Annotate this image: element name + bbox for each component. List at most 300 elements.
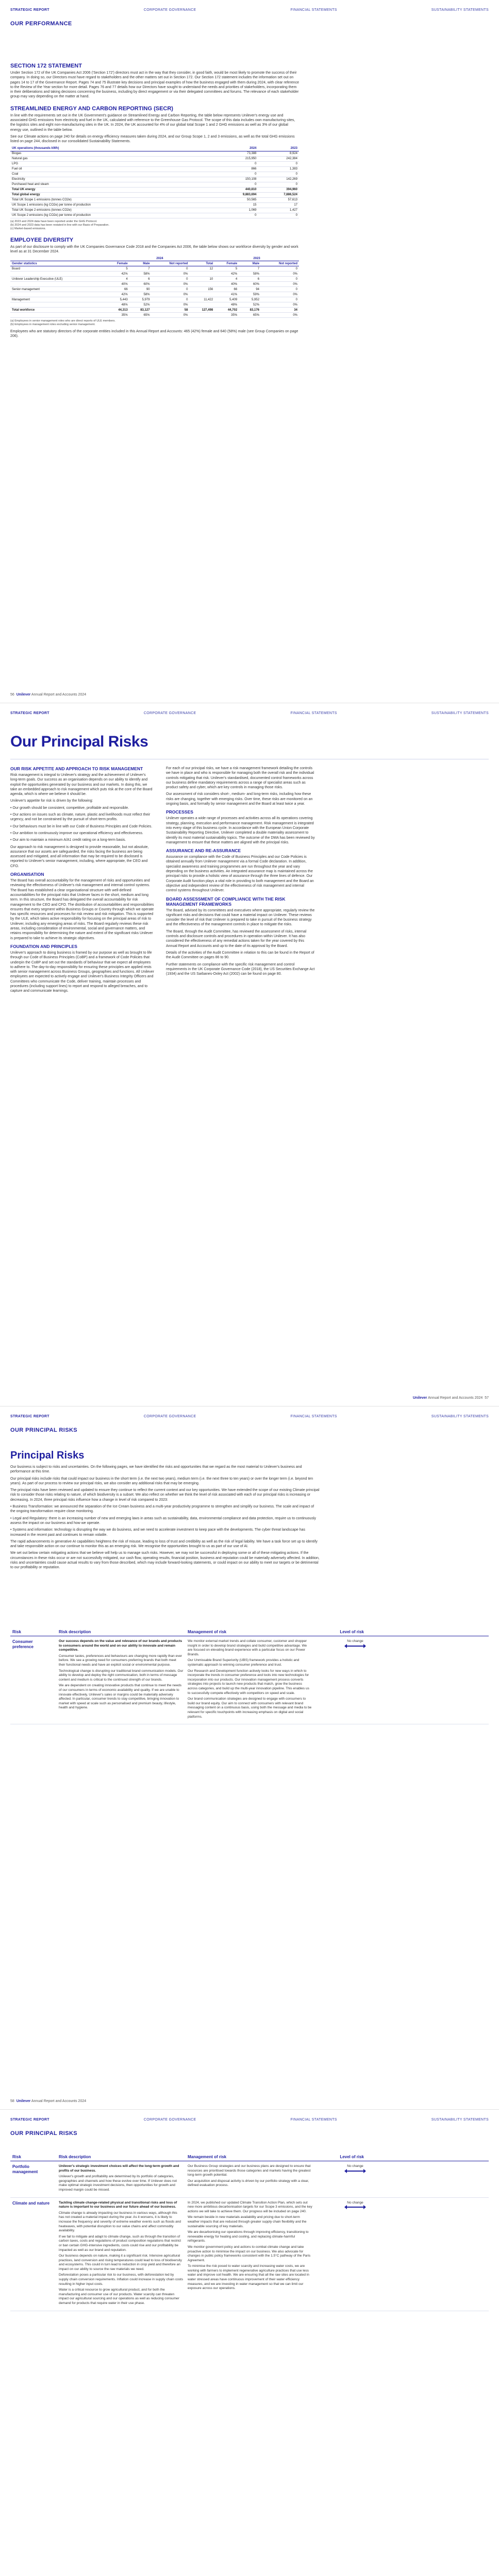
table-cell: 8,924 [258, 151, 299, 156]
paragraph: We are dependent on creating innovative products that continue to meet the needs of our consumers in terms of economic availability and quality. If we are unable to innovate effectively, Unilever's sales or margins could be materially adversely affected. In particular, consumer trends to stay competitive, bringing innovation to market with speed at scale such as personalised and premium beauty, lifestyle, health and hygiene. [59, 1684, 182, 1710]
table-cell: 0 [152, 266, 190, 272]
risk-lead: Our success depends on the value and relevance of our brands and products to consumers around the world and on our ability to innovate and remain competitive. [59, 1639, 182, 1652]
table-cell: Board [10, 266, 105, 272]
footnote: (b) Employees in management roles excluding senior management. [10, 323, 95, 327]
risk-column-header: Risk [10, 1628, 57, 1636]
paragraph: Our Business Group strategies and our business plans are designed to ensure that resources are prioritised towards those categories and markets having the greatest long-term growth potential. [188, 2164, 311, 2177]
table-cell: 0% [261, 282, 299, 287]
paragraph: The Board, through the Audit Committee, has reviewed the assessment of risks, internal controls and disclosure controls and procedures in operation within Unilever. It has also considered the effectiveness of any remedial actions taken for the year covered by this Annual Report and Accounts and up to the date of its approval by the Board. [166, 929, 307, 948]
table-row [10, 161, 299, 166]
paragraph: • Our aim to maintain a minimum A/A1 credit rating on a long-term basis. [10, 838, 126, 842]
risk-appetite-paragraphs [10, 773, 155, 869]
table-row [10, 282, 299, 287]
table-cell: Coal [10, 172, 210, 177]
table-cell: 150,108 [217, 177, 258, 182]
paragraph: To minimise the risk posed to water scarcity and increasing water costs, we are working with farmers to implement regenerative agriculture practices that use less water and improve soil health. We are ensuring that all the raw sites are located in water stressed areas have continuous improvement of their water efficiency measures, and we are investing in water management so that we can limit our exposure across our operations. [188, 2264, 309, 2291]
ghg-energy-table [10, 146, 299, 218]
table-cell: 15 [217, 202, 258, 208]
page-4 [0, 2110, 499, 2576]
table-cell: 44,313 [105, 308, 129, 313]
table-cell [189, 272, 214, 277]
page-footer [10, 693, 489, 697]
management-of-risk-header: Management of risk [186, 2153, 314, 2161]
table-cell: 0 [217, 161, 258, 166]
table-cell [210, 208, 218, 213]
risk-description [57, 1636, 186, 1724]
table-cell: Total UK Scope 2 emissions (tonnes CO2e) [10, 208, 210, 213]
table-cell: 4 [214, 277, 239, 282]
table-cell: 52% [129, 302, 152, 308]
table-cell: LPG [10, 161, 210, 166]
table-cell: Total UK Scope 1 emissions (tonnes CO2e) [10, 197, 210, 202]
table-cell: 0% [261, 292, 299, 297]
paragraph: Our Research and Development function actively looks for new ways in which to incorporate the trends in consumer preference and tools into new technologies for incorporation into our products. Our innovation management process converts strategies into projects to launch new products that match, grow the business across categories, and build up the multi-year innovation pipeline. This enables us to successfully compete effectively with competitors on speed and scale. [188, 1669, 309, 1695]
table-cell: 0% [152, 282, 190, 287]
table-row [10, 151, 299, 156]
table-cell: 0 [258, 161, 299, 166]
table-cell: Total UK energy [10, 187, 210, 192]
year-2024-header: 2024 [105, 256, 214, 261]
table-cell: 59% [239, 292, 261, 297]
table-cell [210, 202, 218, 208]
table-cell: 5 [105, 266, 129, 272]
paragraph: Our acquisition and disposal activity is driven by our portfolio strategy with a clear, defined evaluation process. [188, 2179, 309, 2188]
table-row [10, 1636, 489, 1724]
table-cell: 57,613 [258, 197, 299, 202]
page-number: 57 [485, 1396, 489, 1400]
table-cell [366, 2197, 489, 2311]
paragraph: If we fail to mitigate and adapt to climate change, such as through the transition of carbon taxes, costs and regulations of product composition regulations that restrict or ban certain GHG-intensive ingredients, costs could rise and our profitability be impacted as well as our brand and reputation. [59, 2234, 181, 2252]
table-cell [210, 166, 218, 172]
table-cell: 1,383 [258, 166, 299, 172]
table-row [10, 297, 299, 302]
risk-description-header: Risk description [57, 2153, 186, 2161]
table-row [10, 166, 299, 172]
table-row [10, 313, 299, 318]
table-cell: 42% [105, 292, 129, 297]
paragraph: • Our growth should be consistent, competitive, profitable and responsible. [10, 806, 129, 810]
table-cell: 5,979 [129, 297, 152, 302]
table-cell [10, 272, 105, 277]
table-cell: 58% [129, 272, 152, 277]
paragraph: For each of our principal risks, we have a risk management framework detailing the controls we have in place and who is responsible for managing both the overall risk and the individual controls mitigating that risk. Unilever's standardised, documented control frameworks across our business define mandatory requirements across a range of specialist areas such as product safety and cyber, which are key controls in managing those risks. [166, 767, 314, 790]
page-1 [0, 0, 499, 703]
table-cell: Natural gas [10, 156, 210, 161]
risk-management [186, 2161, 314, 2198]
table-cell: 6 [239, 277, 261, 282]
table-cell [10, 282, 105, 287]
risk-column-left [10, 763, 155, 996]
double-arrow-icon [346, 2207, 364, 2211]
paragraph: We are decarbonising our operations through improving efficiency, transitioning to renewable energy for heating and cooling, and replacing climate-harmful refrigerants. [188, 2230, 309, 2243]
nav-strategic-report[interactable]: STRATEGIC REPORT [10, 8, 49, 12]
footnote: (b) 2024 and 2023 data has been restated in line with our Basis of Preparation. [10, 223, 110, 227]
paragraph: Water is a critical resource to grow agricultural product, and for both the manufacturing and consumer use of our products. Water scarcity can threaten impact our agricultural sourcing and our operations as well as reducing consumer demand for products that require water in their use phase. [59, 2288, 179, 2306]
risk-framework-paragraphs [166, 766, 315, 806]
table-cell: 42% [214, 272, 239, 277]
table-cell: 52% [239, 302, 261, 308]
nav-financial-statements[interactable]: FINANCIAL STATEMENTS [290, 8, 337, 12]
diversity-header-cell: Not reported [152, 261, 190, 266]
table-cell: 0 [152, 277, 190, 282]
risk-appetite-heading: OUR RISK APPETITE AND APPROACH TO RISK MANAGEMENT [10, 766, 143, 771]
risk-name: Climate and nature [10, 2197, 57, 2311]
table-row [10, 2197, 489, 2311]
nav-financial-statements[interactable]: FINANCIAL STATEMENTS [290, 2118, 337, 2122]
table-cell [210, 187, 218, 192]
employee-diversity-heading: EMPLOYEE DIVERSITY [10, 236, 74, 243]
table-cell: 142,269 [258, 177, 299, 182]
organisation-paragraph: The Board has overall accountability for the management of risks and opportunities and reviewing the effectiveness of Unilever's risk management and internal control systems. The Board has established a clear organisational structure with well-defined accountabilities for the principal risks that Unilever faces in the short, medium and long term. In this structure, the Board has delegated the overall accountability for risk management to the CEO and CFO. The distribution of accountabilities and responsibilities ensures that every segment within Business Groups or Country through which we operate has specific resources and processes for risk review and risk mitigation. This is supported by the ULE, which takes active responsibility for focusing on the principal areas of risk to Unilever, including any emerging areas of risks. The Board regularly reviews these risk areas, including consideration of environmental, social and governance matters, and retains responsibility for determining the nature and extent of the significant risks Unilever is prepared to take to achieve its strategic objectives. [10, 879, 154, 940]
table-cell: 0 [152, 297, 190, 302]
page-2 [0, 703, 499, 1406]
paragraph: Details of the activities of the Audit Committee in relation to this can be found in the Report of the Audit Committee on pages 86 to 90. [166, 951, 314, 960]
table-cell: 40% [214, 282, 239, 287]
table-row [10, 266, 299, 272]
paragraph: • Our behaviours must be in line with our Code of Business Principles and Code Policies. [10, 824, 153, 828]
nav-strategic-report[interactable]: STRATEGIC REPORT [10, 2118, 49, 2122]
table-cell [189, 313, 214, 318]
table-cell: Management [10, 297, 105, 302]
diversity-notes [10, 319, 299, 327]
table-cell: 0 [261, 277, 299, 282]
table-cell: 0 [258, 213, 299, 218]
table-cell [366, 2161, 489, 2198]
table-cell: UK Scope 2 emissions (kg CO2e) per tonne of production [10, 213, 210, 218]
ghg-header-cell: 2023 [258, 146, 299, 151]
section-label: OUR PRINCIPAL RISKS [10, 1427, 78, 1433]
risk-table-wrapper [10, 2153, 489, 2311]
table-cell: 5,443 [105, 297, 129, 302]
risk-description-paragraphs [59, 1654, 184, 1710]
intro-paragraphs [10, 1465, 320, 1570]
table-cell: 215,950 [217, 156, 258, 161]
footer-brand: Unilever [16, 693, 31, 697]
table-row [10, 182, 299, 187]
table-row [10, 308, 299, 313]
table-row [10, 287, 299, 292]
table-row [10, 277, 299, 282]
diversity-header-cell: Male [129, 261, 152, 266]
secr-paragraph-1: In line with the requirements set out in the UK Government's guidance on Streamlined Energy and Carbon Reporting, the table below represents Unilever's energy use and associated GHG emissions from electricity and fuel in the UK, calculated with reference to the Greenhouse Gas Protocol. The scope of this data includes own manufacturing sites, the logistics sites and eight non-manufacturing sites in the UK. In 2024, the UK accounted for 4% of our global total Scope 1 and 2 GHG emissions as well as 3% of our global energy use, outlined in the table below. [10, 113, 295, 132]
table-cell: 5 [214, 266, 239, 272]
table-row [10, 2161, 489, 2198]
footnote: (a) 2023 and 2024 data have been reported under the GHG Protocol. [10, 219, 97, 223]
principal-risks-intro [10, 1450, 320, 1572]
table-cell: 0% [152, 272, 190, 277]
table-cell: Biogas [10, 151, 210, 156]
paragraph: Our Unmissable Brand Superiority (UBS) framework provides a holistic and systematic approach to winning consumer preference and trust. [188, 1658, 300, 1667]
risk-table [10, 1628, 489, 1724]
paragraph: We set out below certain mitigating actions that we believe will help us to manage such risks. However, we may not be successful in deploying some or all of these mitigating actions. If the circumstances in these risks occur or are not successfully mitigated, our cash flow, operating results, financial position, business and reputation could be materially adversely affected. In addition, risks and uncertainties could cause actual results to vary from those described, which may include forward-looking statements, or could impact on our ability to meet our targets or be detrimental to our profitability or reputation. [10, 1551, 320, 1570]
table-cell [10, 313, 105, 318]
double-arrow-icon [346, 2171, 364, 2175]
nav-corporate-governance[interactable]: CORPORATE GOVERNANCE [143, 1415, 196, 1418]
paragraph: The Board, advised by its committees and executives where appropriate, regularly review the significant risks and decisions that could have a material impact on Unilever. These reviews consider the level of risk that Unilever is prepared to take in pursuit of the business strategy and the effectiveness of the management controls in place to mitigate the risks. [166, 908, 315, 927]
table-cell [210, 151, 218, 156]
paragraph: Unilever's growth and profitability are determined by its portfolio of categories, geographies and channels and how these evolve over time. If Unilever does not make optimal strategic investment decisions, then opportunities for growth and improved margin could be missed. [59, 2175, 177, 2192]
paragraph: The rapid advancements in generative AI capabilities heightens the risk of misuse, leading to loss of trust and credibility as well as the risk of legal liability. We have a task force set up to identify and take responsible action on our continue to monitor this as an emerging risk. We recognise the opportunities brought to us as part of our use of AI. [10, 1539, 318, 1549]
table-cell: 156 [189, 287, 214, 292]
table-cell: 5,952 [239, 297, 261, 302]
paragraph: We monitor government policy and actions to combat climate change and take proactive action to minimise the impact on our business. We also advocate for changes in public policy frameworks consistent with the 1.5°C pathway of the Paris Agreement. [188, 2245, 311, 2262]
double-arrow-icon [346, 1646, 364, 1650]
table-cell [189, 292, 214, 297]
diversity-header-cell: Gender statistics [10, 261, 105, 266]
diversity-header-cell: Female [105, 261, 129, 266]
table-cell: 65% [239, 313, 261, 318]
table-cell: 440,810 [217, 187, 258, 192]
table-cell: 48% [214, 302, 239, 308]
table-cell: Unilever Leadership Executive (ULE) [10, 277, 105, 282]
footer-brand: Unilever [16, 2099, 31, 2103]
statutory-directors-paragraph: Employees who are statutory directors of the corporate entities included in this Annual Report and Accounts: 465 (42%) female and 640 (58%) male (see Group Companies on page 206). [10, 330, 298, 338]
table-row [10, 302, 299, 308]
nav-financial-statements[interactable]: FINANCIAL STATEMENTS [290, 1415, 337, 1418]
table-cell: 5,409 [214, 297, 239, 302]
risk-column-header: Risk [10, 2153, 57, 2161]
table-cell: 10 [189, 277, 214, 282]
nav-corporate-governance[interactable]: CORPORATE GOVERNANCE [143, 2118, 196, 2122]
top-navigation [10, 711, 489, 719]
page-3 [0, 1406, 499, 2110]
table-cell: 9,883,694 [217, 192, 258, 197]
nav-strategic-report[interactable]: STRATEGIC REPORT [10, 711, 49, 715]
table-cell: 94 [239, 287, 261, 292]
paragraph: • Legal and Regulatory: there is an increasing number of new and emerging laws in areas such as sustainability, data, environmental compliance and data protection, require us to continuously assess the impact on our business and how we operate. [10, 1516, 316, 1525]
table-cell: 0 [258, 172, 299, 177]
risk-name: Portfolio management [10, 2161, 57, 2198]
paragraph: Consumer tastes, preferences and behaviours are changing more rapidly than ever before. We see a growing need for consumers preferring brands that both meet their functional needs and have an explicit social or environmental purpose. [59, 1654, 182, 1667]
nav-sustainability-statements[interactable]: SUSTAINABILITY STATEMENTS [431, 1415, 489, 1418]
table-cell: 83,176 [239, 308, 261, 313]
diversity-header-cell: Not reported [261, 261, 299, 266]
table-cell: 48% [105, 302, 129, 308]
table-cell: 11,422 [189, 297, 214, 302]
table-cell: 35% [105, 313, 129, 318]
risk-management [186, 2197, 314, 2311]
table-cell: 0 [261, 266, 299, 272]
table-row [10, 272, 299, 277]
paragraph: Deforestation poses a particular risk to our business, with deforestation led by supply chain conversion requirements. Inflation could increase in supply chain costs resulting in higher input costs. [59, 2273, 183, 2286]
year-2023-header: 2023 [214, 256, 299, 261]
table-cell: Electricity [10, 177, 210, 182]
table-cell: Total global energy [10, 192, 210, 197]
nav-corporate-governance[interactable]: CORPORATE GOVERNANCE [143, 711, 196, 715]
table-cell: 12 [189, 266, 214, 272]
secr-paragraph-2: See our Climate actions on page 240 for details on energy efficiency measures taken during 2024, and our Group Scope 1, 2 and 3 emissions, as well as the total GHG emissions listed on page 244, disclosed in our consolidated Sustainability Statements. [10, 134, 295, 144]
footer-brand: Unilever [412, 1396, 427, 1400]
table-cell: UK Scope 1 emissions (kg CO2e) per tonne of production [10, 202, 210, 208]
table-cell: 0% [152, 302, 190, 308]
table-cell: 34 [261, 308, 299, 313]
table-cell: 7 [129, 266, 152, 272]
paragraph: In 2024, we published our updated Climate Transition Action Plan, which sets out new more ambitious decarbonisation targets for our Scope 3 emissions, and the key actions we will take to achieve them. Our progress will be included on page 240. [188, 2200, 312, 2213]
ghg-header-cell: UK operations (thousands kWh) [10, 146, 210, 151]
paragraph: Our business is subject to risks and uncertainties. On the following pages, we have identified the risks and opportunities that we regard as the most material to Unilever's business and performance at this time. [10, 1465, 302, 1474]
table-cell: 866 [217, 166, 258, 172]
performance-column [10, 61, 299, 341]
table-cell: 0% [261, 272, 299, 277]
table-cell: 0% [261, 313, 299, 318]
table-cell: 0% [152, 313, 190, 318]
footer-report-title: Annual Report and Accounts 2024 [31, 2099, 87, 2103]
assurance-paragraph: Assurance on compliance with the Code of Business Principles and our Code Policies is obtained annually from Unilever management via a formal Code declaration. In addition, specialist awareness and training programmes are run throughout the year and vary depending on the business activities. An integrated assurance map is maintained across the principal risks to provide a holistic view of assurance through the three lines of defence. Our Corporate Audit function plays a vital role in providing to both management and the Board an objective and independent review of the effectiveness of risk management and internal control systems throughout Unilever. [166, 855, 314, 893]
table-row [10, 192, 299, 197]
footnote: (c) Market-based emissions. [10, 227, 46, 230]
table-cell: 17 [258, 202, 299, 208]
table-row [10, 156, 299, 161]
table-cell: 58% [239, 272, 261, 277]
risk-level-label: No change [347, 1639, 363, 1643]
top-navigation [10, 8, 489, 15]
secr-heading: STREAMLINED ENERGY AND CARBON REPORTING (SECR) [10, 105, 173, 112]
risk-level-label: No change [347, 2164, 363, 2168]
ghg-header-cell [210, 146, 218, 151]
table-cell: 50,565 [217, 197, 258, 202]
paragraph: The principal risks have been reviewed and updated to ensure they continue to reflect the current context and our key opportunities. We have extended the scope of our existing Climate principal risk to consider those risks relating to nature, of which biodiversity is a subset. We also reflect on whether we think the level of risk associated with each of our principal risks is increasing or decreasing. In 2024, three principal risks influence how a change in level of risk compared to 2023: [10, 1488, 320, 1502]
risk-table-wrapper [10, 1628, 489, 1724]
table-cell [210, 177, 218, 182]
principal-risks-title [10, 733, 148, 751]
table-cell: 66 [105, 287, 129, 292]
table-cell: 35% [214, 313, 239, 318]
table-cell: 127,498 [189, 308, 214, 313]
table-cell: 58% [129, 292, 152, 297]
nav-corporate-governance[interactable]: CORPORATE GOVERNANCE [143, 8, 196, 12]
processes-heading: PROCESSES [166, 809, 193, 815]
table-cell: 242,384 [258, 156, 299, 161]
table-cell: Senior management [10, 287, 105, 292]
risk-name: Consumer preference [10, 1636, 57, 1724]
table-cell: 73,388 [217, 151, 258, 156]
risk-management [186, 1636, 314, 1724]
table-cell: 65% [129, 313, 152, 318]
paragraph: • Systems and information: technology is disrupting the way we do business, and we need to accelerate investment to keep pace with the developments. The cyber threat landscape has increased in the recent past and continues to remain volatile. [10, 1528, 305, 1537]
assurance-heading: ASSURANCE AND RE-ASSURANCE [166, 848, 241, 854]
section-label: OUR PRINCIPAL RISKS [10, 2130, 78, 2137]
footer-report-title: Annual Report and Accounts 2024 [428, 1396, 483, 1400]
page-footer [10, 2099, 489, 2103]
foundation-paragraph: Unilever's approach to doing business is framed by our purpose as well as brought to life through our Code of Business Principles (CoBP) and a framework of Code Policies that underpin the CoBP and set out the standards of behaviour that we expect all employees to adhere to. The day-to-day responsibility for ensuring these principles are applied rests with senior management across Business Groups, geographies and functions. All Unilever employees are expected to actively engage and Unilever's Business Integrity Officers and Committees who communicate the Code, deliver training, maintain processes and procedures (including support lines) to report and respond to alleged breaches, and to capture and communicate learnings. [10, 951, 154, 993]
section-label: OUR PERFORMANCE [10, 21, 72, 27]
page-title: Principal Risks [10, 1450, 85, 1461]
footnote: (a) Employees in senior management roles who are direct reports of ULE members. [10, 319, 115, 323]
table-cell: 90 [129, 287, 152, 292]
risk-lead: Unilever's strategic investment choices will affect the long-term growth and profits of our business. [59, 2164, 179, 2173]
risk-level-label: No change [347, 2200, 363, 2205]
risk-level [314, 2161, 366, 2198]
paragraph: We remain beside in new materials availability and pricing due to short-term weather impacts that are reduced through greater supply chain flexibility and the sustainable sourcing of key materials. [188, 2215, 307, 2228]
table-cell: 1,427 [258, 208, 299, 213]
nav-sustainability-statements[interactable]: SUSTAINABILITY STATEMENTS [431, 711, 489, 715]
diversity-header-cell: Male [239, 261, 261, 266]
page-number: 58 [10, 2099, 14, 2103]
s172-heading: SECTION 172 STATEMENT [10, 63, 82, 69]
risk-lead: Tackling climate change-related physical and transitional risks and loss of nature is important to our business and our future ahead of our business. [59, 2200, 177, 2209]
management-of-risk-header: Management of risk [186, 1628, 314, 1636]
table-cell: 0 [217, 172, 258, 177]
risk-level [314, 1636, 366, 1724]
table-cell: 0% [261, 302, 299, 308]
nav-strategic-report[interactable]: STRATEGIC REPORT [10, 1415, 49, 1418]
table-row [10, 197, 299, 202]
nav-sustainability-statements[interactable]: SUSTAINABILITY STATEMENTS [431, 2118, 489, 2122]
table-cell: 40% [105, 282, 129, 287]
table-cell: 0 [258, 182, 299, 187]
table-cell: 0 [261, 287, 299, 292]
table-cell: 7,886,524 [258, 192, 299, 197]
table-row [10, 177, 299, 182]
foundation-heading: FOUNDATION AND PRINCIPLES [10, 943, 77, 949]
paragraph: Climate change is already impacting our business in various ways, although this has not created a material impact during the year. As it worsens, it is likely to increase the frequency and severity of extreme weather events such as floods and heatwaves, with potential disruption to our value chains and affect commodity availability. [59, 2211, 181, 2233]
nav-sustainability-statements[interactable]: SUSTAINABILITY STATEMENTS [431, 8, 489, 12]
nav-financial-statements[interactable]: FINANCIAL STATEMENTS [290, 711, 337, 715]
table-row [10, 213, 299, 218]
table-cell: 1,069 [217, 208, 258, 213]
table-cell: 83,127 [129, 308, 152, 313]
paragraph: Our brand communication strategies are designed to engage with consumers to build our brand equity. Our aim to connect with consumers with relevant brand messaging content on a continuous basis, using both the message and media to be relevant for specific touchpoints with increasing emphasis on digital and social platforms. [188, 1697, 312, 1719]
table-cell [189, 302, 214, 308]
risk-description [57, 2161, 186, 2198]
table-cell: 60% [129, 282, 152, 287]
risk-description-header: Risk description [57, 1628, 186, 1636]
risk-level [314, 2197, 366, 2311]
table-cell [210, 172, 218, 177]
board-assessment-heading: BOARD ASSESSMENT OF COMPLIANCE WITH THE RISK MANAGEMENT FRAMEWORKS [166, 896, 286, 907]
risk-level-indicator [346, 2164, 364, 2175]
table-cell [189, 282, 214, 287]
board-assessment-paragraphs [166, 908, 315, 977]
top-navigation [10, 2118, 489, 2125]
page-number: 56 [10, 693, 14, 697]
level-of-risk-header: Level of risk [314, 2153, 366, 2161]
paragraph: • Business Transformation: we announced the separation of the Ice Cream business and a multi-year productivity programme to strengthen and simplify our business. The scale and impact of the ongoing transformation require close monitoring. [10, 1505, 314, 1514]
paragraph: We monitor external market trends and collate consumer, customer and shopper insight in order to develop brand strategies and build competitive advantage. We are focused on elevating brand experience with a particular focus on our Power Brands. [188, 1639, 307, 1656]
risk-table [10, 2153, 489, 2311]
page-footer [10, 1396, 489, 1400]
table-cell [10, 302, 105, 308]
table-row [10, 187, 299, 192]
table-cell: Fuel oil [10, 166, 210, 172]
table-cell: 7 [239, 266, 261, 272]
ghg-notes [10, 220, 299, 231]
paragraph: Our principal risks include risks that could impact our business in the short term (i.e. the next two years), medium term (i.e. the next three to ten years) or over the longer term (i.e. beyond ten years). As part of our process to review our principal risks, we also consider any additional risks that may be emerging. [10, 1477, 313, 1485]
table-cell: Total workforce [10, 308, 105, 313]
table-cell: 44,702 [214, 308, 239, 313]
diversity-header-cell: Total [189, 261, 214, 266]
organisation-heading: ORGANISATION [10, 872, 44, 877]
table-row [10, 172, 299, 177]
table-cell [210, 192, 218, 197]
table-cell [210, 156, 218, 161]
footer-report-title: Annual Report and Accounts 2024 [31, 693, 87, 697]
table-cell: 6 [129, 277, 152, 282]
table-cell: 0% [152, 292, 190, 297]
employee-diversity-paragraph: As part of our disclosure to comply with the UK Companies Governance Code 2018 and the Companies Act 2006, the table below shows our workforce diversity by gender and work level as at 31 December 2024. [10, 245, 298, 253]
table-row [10, 292, 299, 297]
diversity-header-cell: Female [214, 261, 239, 266]
table-cell: 60% [239, 282, 261, 287]
table-row [10, 208, 299, 213]
processes-paragraph: Unilever operates a wide range of processes and activities across all its operations covering strategy, planning, execution and performance management. Risk management is integrated into every stage of this business cycle. In accordance with the European Union Corporate Sustainability Reporting Directive, Unilever completed a double materiality assessment to identify its most material sustainability topics. The outcome of the DMA has been reviewed by management to ensure that these matters are aligned with the principal risks. [166, 817, 315, 844]
table-cell [210, 213, 218, 218]
table-cell: 58 [152, 308, 190, 313]
table-cell: 0 [217, 213, 258, 218]
paragraph: • Our ambition to continuously improve our operational efficiency and effectiveness. [10, 831, 143, 835]
paragraph: Our approach to risk management is designed to provide reasonable, but not absolute, assurance that our assets are safeguarded, the risks facing the business are being assessed and mitigated, and all information that may be required to be disclosed is reported to Unilever's senior management, including, where appropriate, the CEO and CFO. [10, 845, 149, 868]
table-cell: 41% [214, 292, 239, 297]
